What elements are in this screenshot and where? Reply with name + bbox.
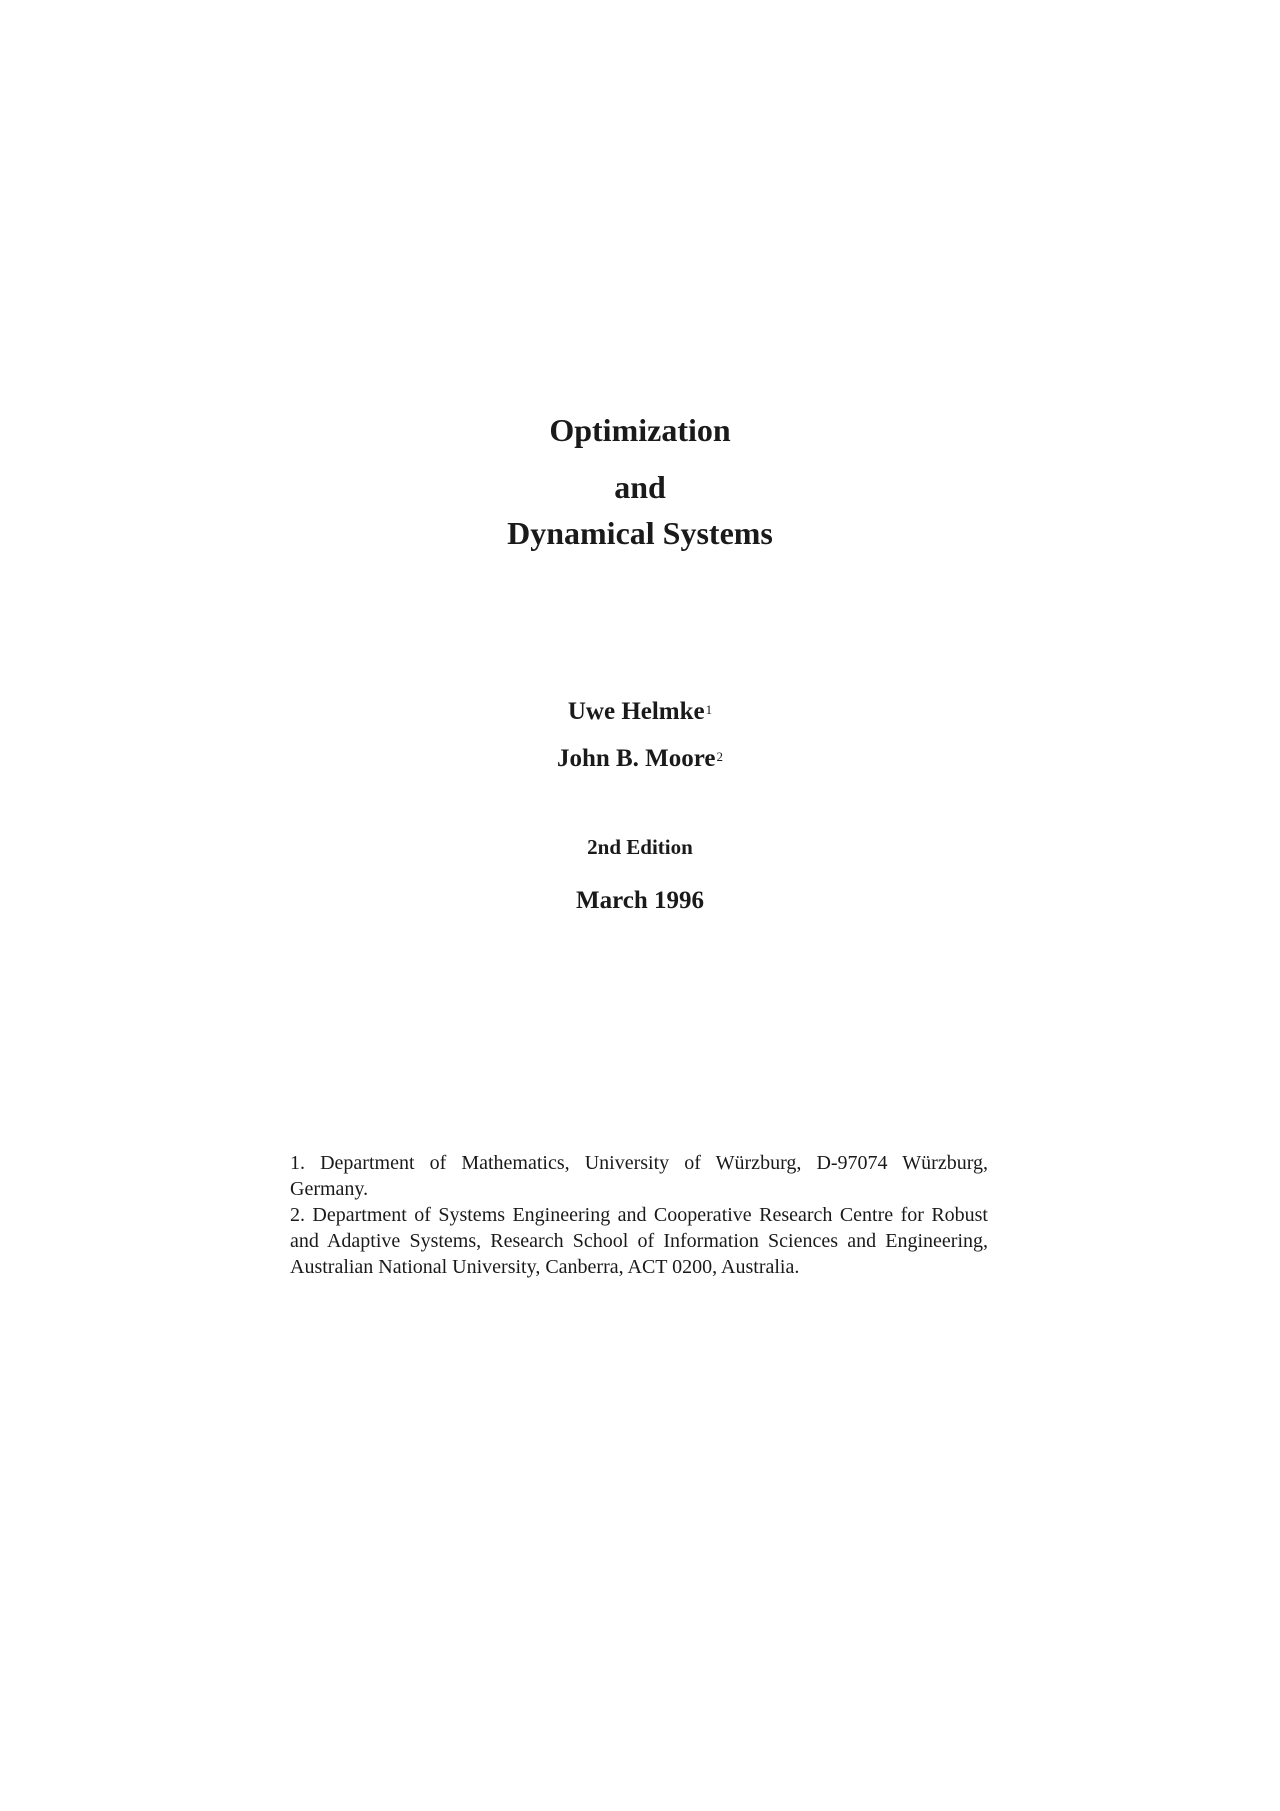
footnote-1: 1. Department of Mathematics, University of Würzburg, D-97074 Würzburg, Germany. [290, 1152, 988, 1200]
author-2-name: John B. Moore [556, 745, 716, 772]
author-2-footnote-mark: 2 [716, 749, 724, 764]
author-1 [0, 696, 1280, 728]
title-line-1: Optimization [549, 412, 731, 448]
author-2 [0, 743, 1280, 775]
author-1-footnote-mark: 1 [705, 702, 713, 717]
author-1-name: Uwe Helmke [567, 698, 705, 725]
publication-date: March 1996 [576, 887, 704, 914]
title-line-2: and [614, 469, 666, 505]
title-line-3: Dynamical Systems [507, 515, 773, 551]
footnote-2: 2. Department of Systems Engineering and Cooperative Research Centre for Robust and Adaptive Systems, Research School of Information Sciences and Engineering, Australian National University, Canberra, ACT 0200, Australia. [290, 1204, 988, 1278]
edition: 2nd Edition [587, 835, 693, 859]
